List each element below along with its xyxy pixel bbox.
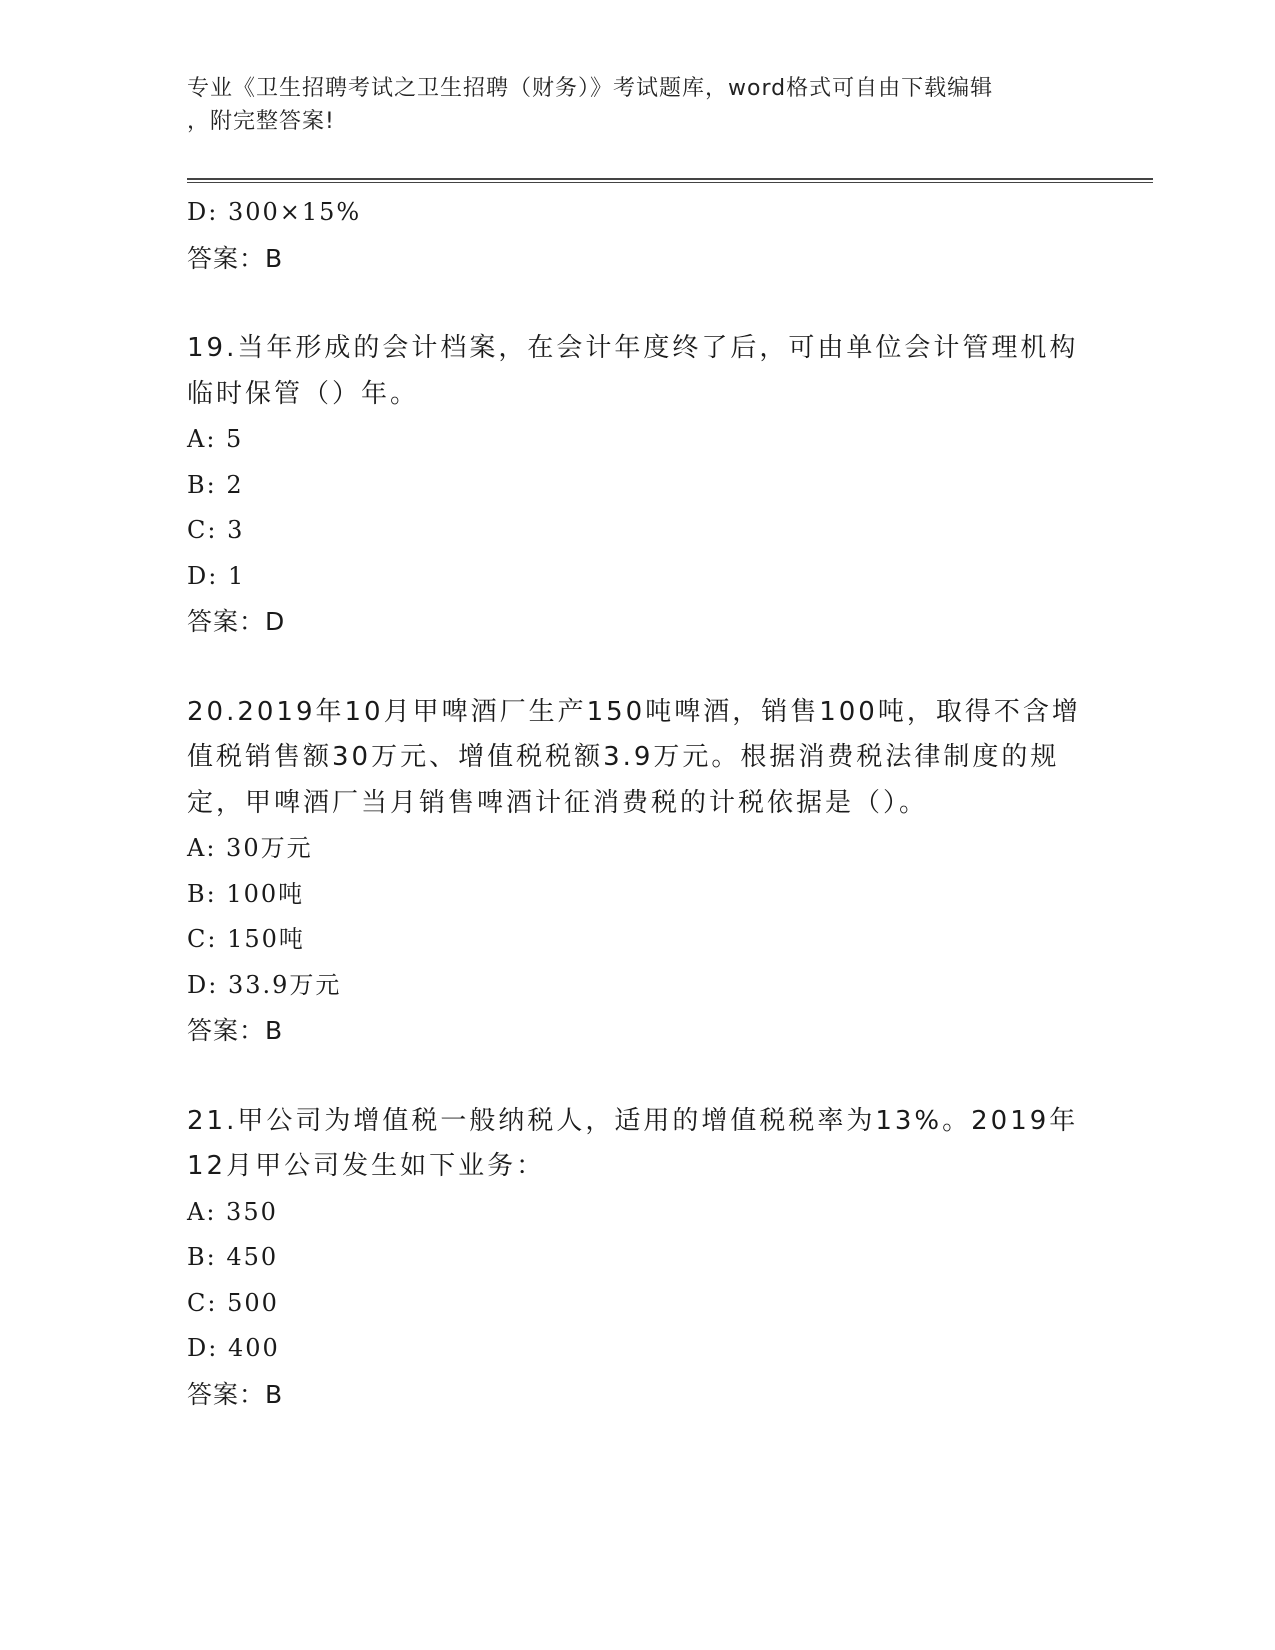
spacer — [187, 281, 1087, 326]
question-18-tail — [187, 190, 1087, 281]
question-text-line: 20.2019年10月甲啤酒厂生产150吨啤酒，销售100吨，取得不含增 — [187, 696, 1081, 727]
question-20 — [187, 690, 1087, 1054]
option-d: D: 1 — [187, 561, 246, 590]
header-line-2: ，附完整答案! — [187, 109, 335, 134]
question-text-line: 12月甲公司发生如下业务： — [187, 1151, 546, 1181]
answer-line: 答案：D — [187, 607, 286, 636]
option-d: D: 33.9万元 — [187, 970, 342, 999]
header-line-1: 专业《卫生招聘考试之卫生招聘（财务）》考试题库，word格式可自由下载编辑 — [187, 76, 994, 101]
document-header — [187, 72, 1087, 138]
option-b: B: 100吨 — [187, 879, 305, 908]
answer-line: 答案：B — [187, 1379, 284, 1409]
spacer — [187, 645, 1087, 690]
question-text-line: 19.当年形成的会计档案，在会计年度终了后，可由单位会计管理机构 — [187, 333, 1079, 363]
header-divider — [187, 178, 1153, 183]
option-a: A: 30万元 — [187, 834, 313, 862]
option-c: C: 500 — [187, 1288, 279, 1317]
question-content — [187, 190, 1087, 1417]
question-19 — [187, 326, 1087, 645]
answer-line: 答案：B — [187, 1016, 284, 1045]
option-a: A: 350 — [187, 1197, 278, 1226]
question-21 — [187, 1099, 1087, 1418]
question-text-line: 临时保管（）年。 — [187, 378, 420, 409]
option-d: D: 300×15% — [187, 198, 362, 226]
option-d: D: 400 — [187, 1334, 280, 1362]
question-text-line: 值税销售额30万元、增值税税额3.9万元。根据消费税法律制度的规 — [187, 742, 1060, 772]
option-a: A: 5 — [187, 425, 244, 453]
question-text-line: 定，甲啤酒厂当月销售啤酒计征消费税的计税依据是（）。 — [187, 787, 929, 818]
option-c: C: 3 — [187, 516, 245, 544]
answer-line: 答案：B — [187, 243, 284, 273]
spacer — [187, 1054, 1087, 1099]
option-b: B: 2 — [187, 470, 244, 499]
question-text-line: 21.甲公司为增值税一般纳税人，适用的增值税税率为13%。2019年 — [187, 1105, 1079, 1136]
option-c: C: 150吨 — [187, 925, 305, 953]
option-b: B: 450 — [187, 1243, 279, 1271]
